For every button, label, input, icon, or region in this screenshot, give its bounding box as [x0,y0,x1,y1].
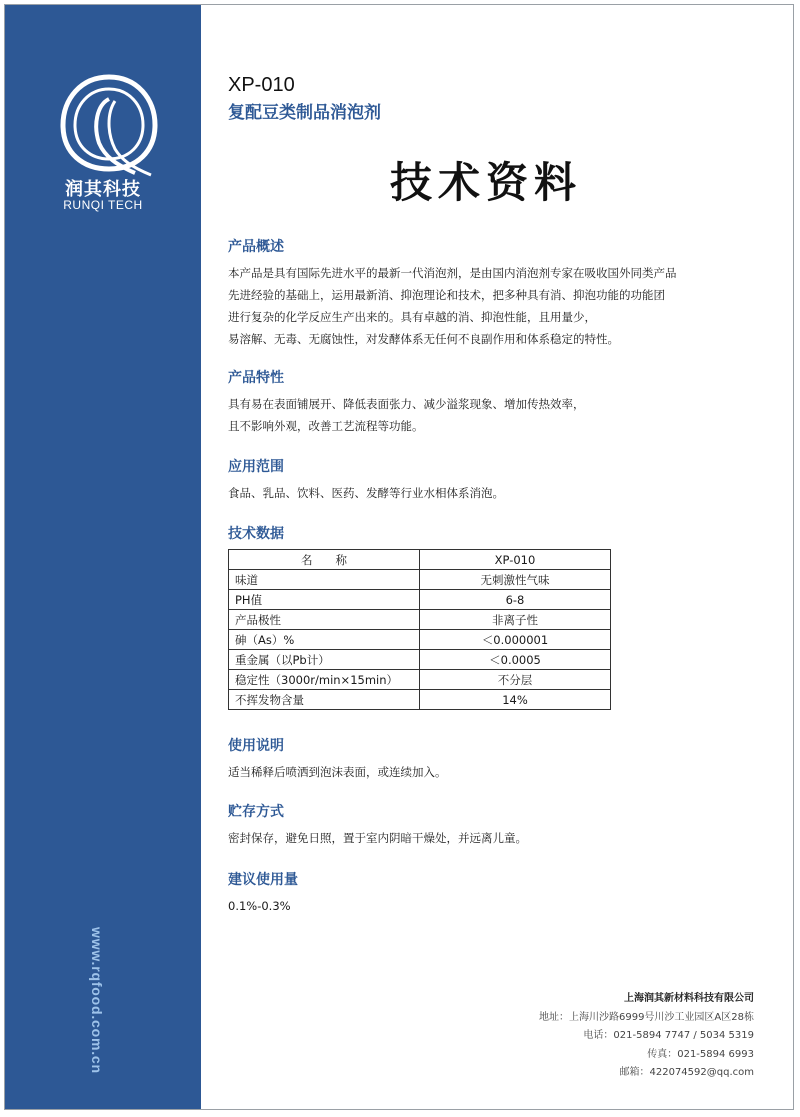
section-heading: 贮存方式 [228,804,284,820]
spec-name-cell: PH值 [229,590,420,610]
spec-name-cell: 稳定性（3000r/min×15min） [229,670,420,690]
document-title: 技术资料 [390,158,583,207]
spec-value-cell: 6-8 [420,590,611,610]
spec-value-cell: 不分层 [420,670,611,690]
table-row [229,670,611,690]
rq-logo-icon [53,69,165,179]
section-dosage [228,869,298,917]
contact-address: 地址：上海川沙路6999号川沙工业园区A区28栋 [538,1011,754,1023]
product-code: XP-010 [228,74,295,96]
table-row [229,610,611,630]
section-heading: 建议使用量 [228,872,298,888]
table-row [229,630,611,650]
spec-name-cell: 产品极性 [229,610,420,630]
company-name: 上海润其新材料科技有限公司 [624,993,754,1004]
product-name: 复配豆类制品消泡剂 [228,103,381,123]
section-usage [228,735,447,783]
section-tech-data [228,523,611,710]
table-header-row [229,550,611,570]
paragraph-line: 进行复杂的化学反应生产出来的。具有卓越的消、抑泡性能，且用量少， [228,310,596,324]
paragraph-line: 且不影响外观，改善工艺流程等功能。 [228,419,424,433]
spec-value-cell: 无刺激性气味 [420,570,611,590]
section-overview [228,236,677,350]
paragraph-line: 具有易在表面铺展开、降低表面张力、减少溢浆现象、增加传热效率， [228,397,585,411]
table-row [229,650,611,670]
spec-name-cell: 砷（As）% [229,630,420,650]
contact-phone: 电话：021-5894 7747 / 5034 5319 [583,1030,754,1041]
section-scope [228,456,504,504]
table-row [229,570,611,590]
spec-value-cell: ＜0.000001 [420,630,611,650]
spec-table [228,549,611,710]
section-heading: 应用范围 [228,459,284,475]
section-heading: 使用说明 [228,738,284,754]
table-row [229,690,611,710]
spec-name-cell: 不挥发物含量 [229,690,420,710]
paragraph-line: 0.1%-0.3% [228,899,291,913]
paragraph-line: 本产品是具有国际先进水平的最新一代消泡剂，是由国内消泡剂专家在吸收国外同类产品 [228,266,677,280]
brand-name-en: RUNQI TECH [63,198,143,212]
spec-value-cell: ＜0.0005 [420,650,611,670]
brand-name-cn: 润其科技 [65,179,141,200]
section-heading: 技术数据 [228,526,284,542]
paragraph-line: 食品、乳品、饮料、医药、发酵等行业水相体系消泡。 [228,486,504,500]
paragraph-line: 适当稀释后喷洒到泡沫表面，或连续加入。 [228,765,447,779]
spec-value-cell: 非离子性 [420,610,611,630]
section-features [228,367,585,437]
contact-email[interactable]: 邮箱：422074592@qq.com [619,1067,754,1078]
paragraph-line: 先进经验的基础上，运用最新消、抑泡理论和技术，把多种具有消、抑泡功能的功能团 [228,288,665,302]
section-heading: 产品概述 [228,239,284,255]
table-row [229,590,611,610]
paragraph-line: 易溶解、无毒、无腐蚀性，对发酵体系无任何不良副作用和体系稳定的特性。 [228,332,619,346]
spec-name-cell: 重金属（以Pb计） [229,650,420,670]
spec-name-cell: 味道 [229,570,420,590]
website-link[interactable]: www.rqfood.com.cn [89,927,105,1074]
paragraph-line: 密封保存，避免日照，置于室内阴暗干燥处，并远离儿童。 [228,831,527,845]
spec-value-cell: 14% [420,690,611,710]
section-storage [228,801,527,849]
brand-sidebar [5,5,201,1109]
column-header-value: XP-010 [420,550,611,570]
contact-block [539,990,754,1083]
contact-fax: 传真：021-5894 6993 [647,1048,754,1060]
column-header-name: 名 称 [229,550,420,570]
section-heading: 产品特性 [228,370,284,386]
